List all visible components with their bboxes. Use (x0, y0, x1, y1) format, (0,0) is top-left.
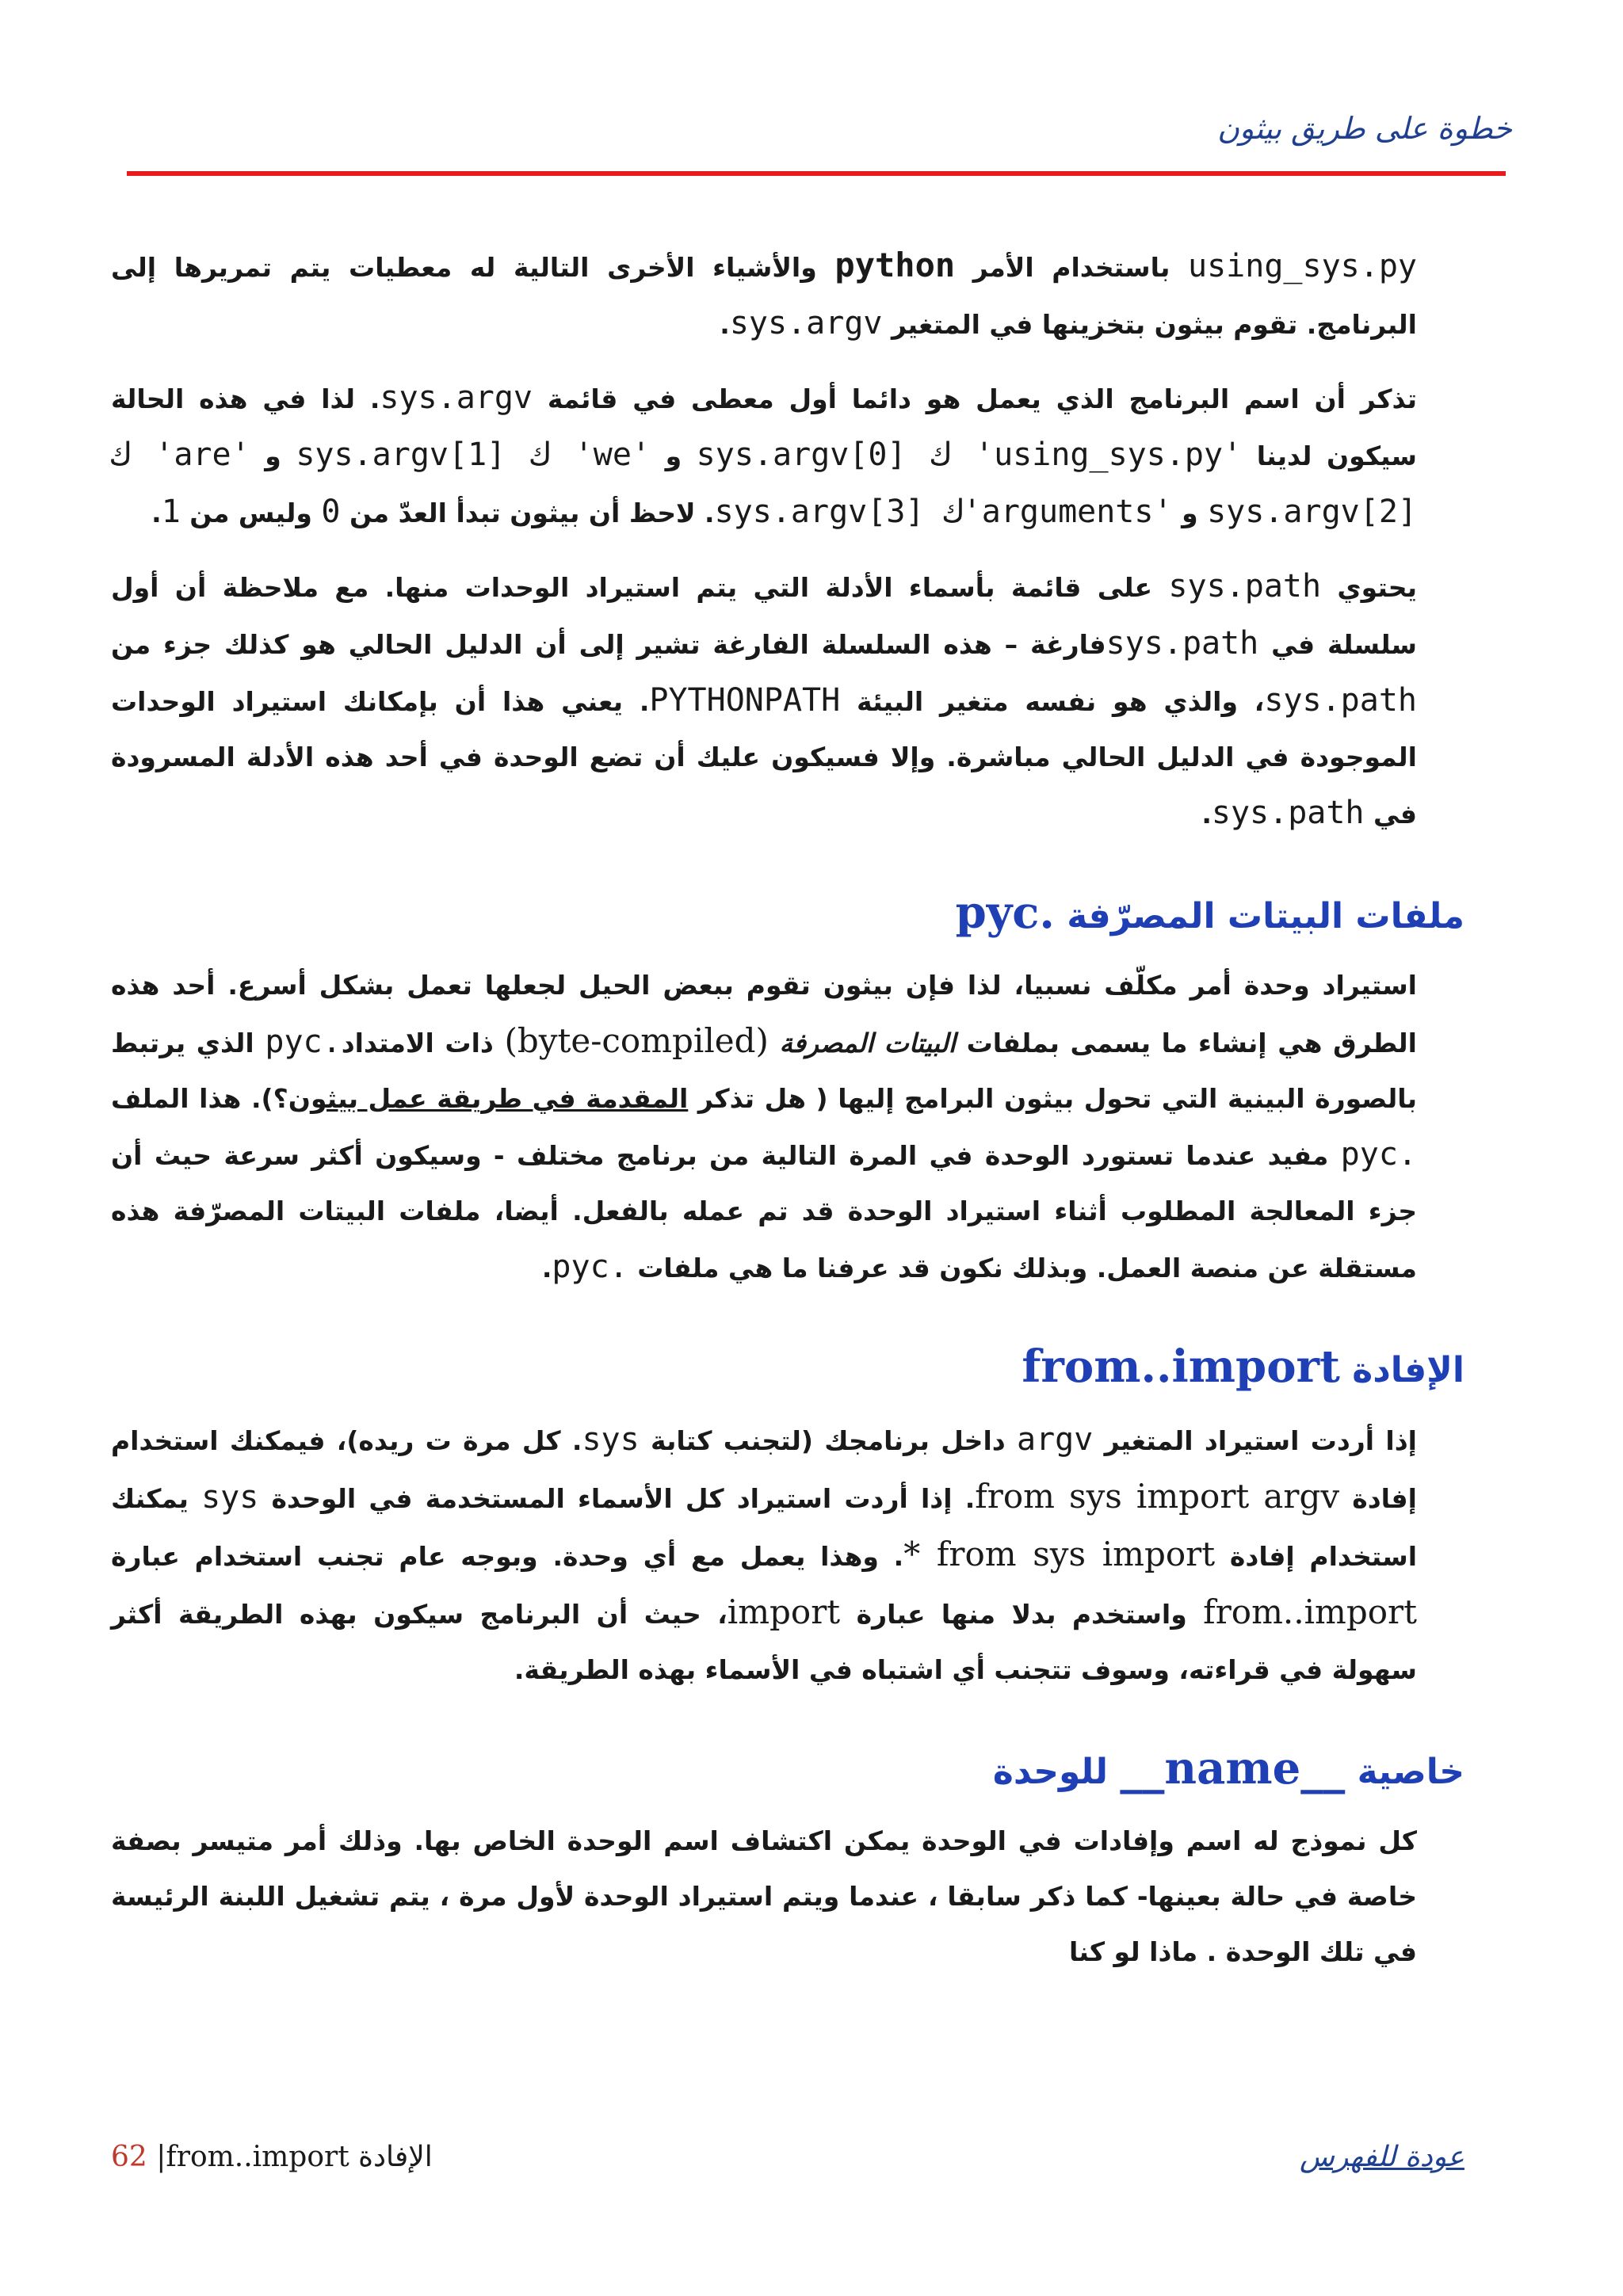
text-run: ، حيث أن البرنامج سيكون بهذه الطريقة أكثر سهولة في قراءته، وسوف تتجنب أي اشتباه في الأسماء بهذه الطريقة. (111, 1599, 1417, 1685)
footer-section-code: from..import (166, 2141, 349, 2173)
code-sys-path: sys.path (1264, 682, 1417, 719)
text-run: . وهذا يعمل مع أي وحدة. وبوجه عام تجنب استخدام عبارة (111, 1541, 904, 1572)
text-run: الذي يرتبط بالصورة البينية التي تحول بيثون البرامج إليها ( هل تذكر (111, 1028, 1417, 1114)
page-number: 62 (111, 2141, 147, 2173)
text-run: يحتوي (1321, 572, 1417, 603)
code-argv-0: 'using_sys.py' ك [sys.argv[0 (696, 437, 1243, 473)
text-run: و (651, 441, 697, 471)
heading-pyc-files (111, 887, 1465, 939)
footer-page-info (111, 2141, 433, 2173)
text-byte-compiled: (byte-compiled) (504, 1021, 769, 1060)
code-from-sys-import-star: from sys import * (903, 1535, 1216, 1573)
running-header-title: خطوة على طريق بيثون (1217, 111, 1512, 146)
heading-code: __name__ (1120, 1742, 1346, 1794)
paragraph-from-import (111, 1412, 1417, 1698)
code-pythonpath: PYTHONPATH (649, 682, 841, 719)
text-run: و (250, 441, 296, 471)
code-sys-path: sys.path (1211, 795, 1365, 831)
paragraph-pyc (111, 958, 1417, 1296)
text-run: . (151, 498, 162, 528)
paragraph-argv-index (111, 370, 1417, 541)
heading-text: ملفات البيتات المصرّفة (1054, 896, 1465, 936)
back-to-index-link[interactable]: عودة للفهرس (1300, 2141, 1465, 2173)
text-run: ذات الامتداد (341, 1028, 505, 1058)
emphasis-byte-compiled: البيتات المصرفة (779, 1028, 956, 1058)
text-run: واستخدم بدلا منها عبارة (840, 1599, 1204, 1630)
code-argv-2: 'are' ك [sys.argv[2 (111, 437, 1417, 530)
code-sys: sys (582, 1421, 640, 1458)
heading-code: from..import (1022, 1341, 1340, 1393)
footer-separator: | (156, 2141, 166, 2173)
code-argv-1: 'we' ك [sys.argv[1 (296, 437, 651, 473)
text-run: . (541, 1253, 552, 1283)
code-pyc: .pyc (265, 1024, 342, 1060)
code-from-import: from..import (1203, 1592, 1417, 1631)
code-from-sys-import-argv: from sys import argv (975, 1477, 1340, 1516)
heading-text: للوحدة (992, 1752, 1121, 1792)
code-using-sys-py: using_sys.py (1188, 248, 1417, 284)
text-run: يمكنك استخدام إفادة (111, 1483, 1417, 1572)
text-run: فارغة – هذه السلسلة الفارغة تشير إلى أن الدليل الحالي هو كذلك جزء من (111, 629, 1106, 660)
header-red-rule (127, 171, 1506, 176)
text-run (769, 1028, 780, 1058)
text-run: . (720, 309, 730, 340)
heading-module-name (111, 1742, 1465, 1794)
code-argv: argv (1017, 1421, 1094, 1458)
text-run: . (1201, 799, 1212, 830)
code-python: python (834, 246, 956, 284)
heading-text: الإفادة (1339, 1350, 1465, 1390)
paragraph-module-name: كل نموذج له اسم وإفادات في الوحدة يمكن اكتشاف اسم الوحدة الخاص بها. وذلك أمر متيسر بصفة خاصة في حالة بعينها- كما ذكر سابقا ، عندما ويتم استيراد الوحدة لأول مرة ، يتم تشغيل اللبنة الرئيسة في تلك الوحدة . ماذا لو كنا (111, 1825, 1417, 1967)
text-run: إذا أردت استيراد المتغير (1093, 1425, 1417, 1456)
heading-text: خاصية (1345, 1752, 1465, 1792)
code-sys-path: sys.path (1106, 625, 1259, 662)
code-one: 1 (161, 494, 181, 530)
text-run: استيراد وحدة أمر مكلّف نسبيا، لذا فإن بيثون تقوم ببعض الحيل لجعلها تعمل بشكل أسرع. أحد هذه الطرق هي إنشاء ما يسمى بملفات (111, 970, 1417, 1058)
text-run: وليس من (180, 498, 322, 528)
code-sys: sys (201, 1479, 259, 1516)
code-argv-3: 'arguments'ك [sys.argv[3 (714, 494, 1173, 530)
code-sys-path: sys.path (1168, 568, 1322, 605)
footer-section-label: الإفادة (358, 2141, 433, 2173)
text-run: . كل مرة ت ريده)، فيمكنك استخدام إفادة (111, 1425, 1417, 1514)
text-run: داخل برنامجك (لتجنب كتابة (639, 1425, 1018, 1456)
code-pyc: .pyc (1340, 1136, 1417, 1173)
text-run: مفيد عندما تستورد الوحدة في المرة التالية من برنامج مختلف - وسيكون أكثر سرعة حيث أن جزء المعالجة المطلوب أثناء استيراد الوحدة قد تم عمله بالفعل. أيضا، ملفات البيتات المصرّفة هذه مستقلة عن منصة العمل. وبذلك نكون قد عرفنا ما هي ملفات (111, 1140, 1417, 1283)
page-content (111, 238, 1465, 1997)
text-run: . يعني هذا أن بإمكانك استيراد الوحدات الموجودة في الدليل الحالي مباشرة. وإلا فسيكون عليك أن تضع الوحدة في أحد هذه الأدلة المسرودة في (111, 686, 1417, 830)
text-run: . لذا في هذه الحالة سيكون لدينا (111, 383, 1417, 471)
paragraph-using-sys (111, 238, 1417, 353)
code-sys-argv: sys.argv (380, 379, 533, 416)
text-run: و (1172, 498, 1208, 528)
text-run: ، والذي هو نفسه متغير البيئة (840, 686, 1265, 717)
paragraph-sys-path (111, 559, 1417, 842)
code-zero: 0 (321, 494, 341, 530)
text-run: باستخدام الأمر (955, 252, 1189, 283)
text-run: ؟). هذا الملف (111, 1083, 288, 1114)
text-run: . لاحظ أن بيثون تبدأ العدّ من (340, 498, 715, 528)
text-run: والأشياء الأخرى التالية له معطيات يتم تمريرها إلى البرنامج. تقوم بيثون بتخزينها في المتغير (111, 252, 1417, 340)
code-pyc: .pyc (552, 1249, 628, 1285)
text-run: . إذا أردت استيراد كل الأسماء المستخدمة في الوحدة (258, 1483, 976, 1514)
text-run: على قائمة بأسماء الأدلة التي يتم استيراد الوحدات منها. مع ملاحظة أن أول سلسلة في (111, 572, 1417, 660)
link-python-intro[interactable]: المقدمة في طريقة عمل بيثون (288, 1083, 689, 1114)
code-import: import (727, 1592, 841, 1631)
text-run: تذكر أن اسم البرنامج الذي يعمل هو دائما أول معطى في قائمة (533, 383, 1417, 414)
code-sys-argv: sys.argv (729, 305, 883, 341)
heading-code: .pyc (955, 887, 1055, 939)
heading-from-import (111, 1341, 1465, 1393)
